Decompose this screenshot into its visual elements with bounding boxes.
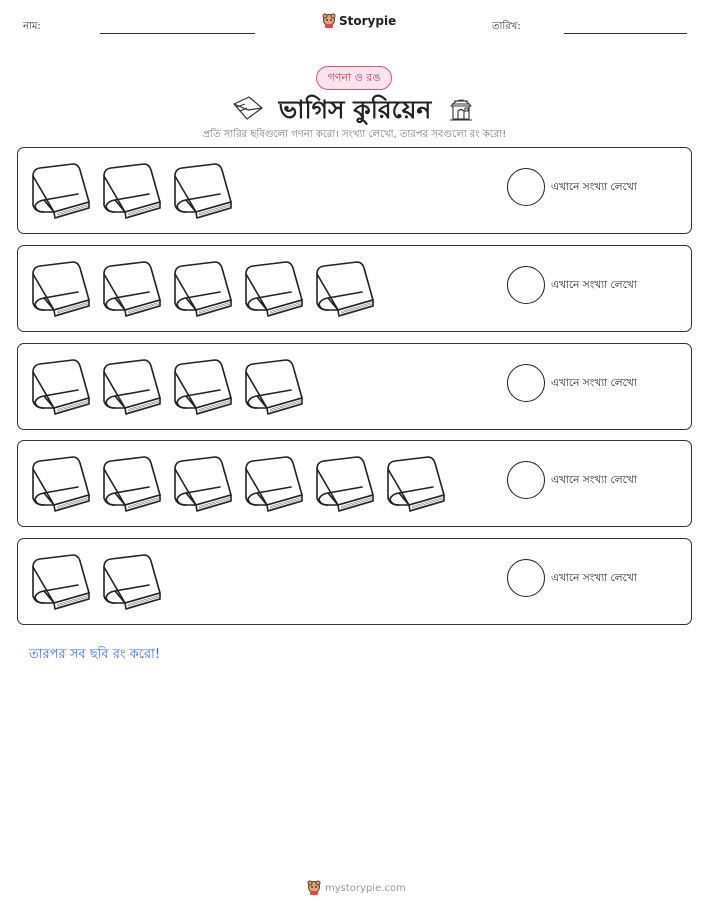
instructions: প্রতি সারির ছবিগুলো গণনা করো। সংখ্যা লেখো, তারপর সবগুলো রং করো! (202, 129, 507, 140)
book-icon (172, 356, 236, 416)
answer-circle[interactable] (507, 559, 545, 597)
book-icon (243, 356, 307, 416)
book-icon (314, 258, 378, 318)
counting-row (17, 147, 692, 234)
brand-name: Storypie (339, 14, 397, 28)
book-icon (243, 453, 307, 513)
book-icon (30, 453, 94, 513)
footer-brand (307, 880, 406, 896)
book-icon (172, 258, 236, 318)
answer-hint: এখানে সংখ্যা লেখো (551, 181, 637, 193)
book-icon (385, 453, 449, 513)
book-icon (101, 258, 165, 318)
counting-row (17, 440, 692, 527)
book-icon (172, 453, 236, 513)
counting-row (17, 245, 692, 332)
book-icon (101, 160, 165, 220)
answer-hint: এখানে সংখ্যা লেখো (551, 377, 637, 389)
footer-url[interactable]: mystorypie.com (325, 882, 406, 894)
answer-circle[interactable] (507, 266, 545, 304)
answer-circle[interactable] (507, 168, 545, 206)
name-label: নাম: (23, 21, 41, 32)
footer-instruction: তারপর সব ছবি রং করো! (29, 647, 161, 662)
page-footer (0, 880, 709, 900)
title-row (0, 88, 709, 128)
book-icon (101, 356, 165, 416)
counting-row (17, 538, 692, 625)
date-field-line[interactable] (564, 33, 687, 34)
book-icon (30, 551, 94, 611)
book-icon (314, 453, 378, 513)
book-icon (101, 551, 165, 611)
storypie-mascot-icon (322, 13, 336, 29)
book-icon (30, 160, 94, 220)
storypie-mascot-icon (307, 880, 321, 896)
counting-row (17, 343, 692, 430)
book-icon (101, 453, 165, 513)
answer-hint: এখানে সংখ্যা লেখো (551, 474, 637, 486)
brand-logo (322, 13, 396, 29)
date-label: তারিখ: (492, 21, 521, 32)
answer-hint: এখানে সংখ্যা লেখো (551, 279, 637, 291)
book-icon (30, 356, 94, 416)
book-icon (243, 258, 307, 318)
name-field-line[interactable] (100, 33, 255, 34)
envelope-icon (231, 94, 265, 122)
book-icon (172, 160, 236, 220)
book-icon (30, 258, 94, 318)
answer-circle[interactable] (507, 461, 545, 499)
answer-hint: এখানে সংখ্যা লেখো (551, 572, 637, 584)
answer-circle[interactable] (507, 364, 545, 402)
page-title: ভাগিস কুরিয়েন (278, 95, 432, 124)
worksheet-header (0, 0, 709, 50)
hut-icon (446, 93, 476, 123)
category-tag: গণনা ও রঙ (316, 66, 392, 90)
